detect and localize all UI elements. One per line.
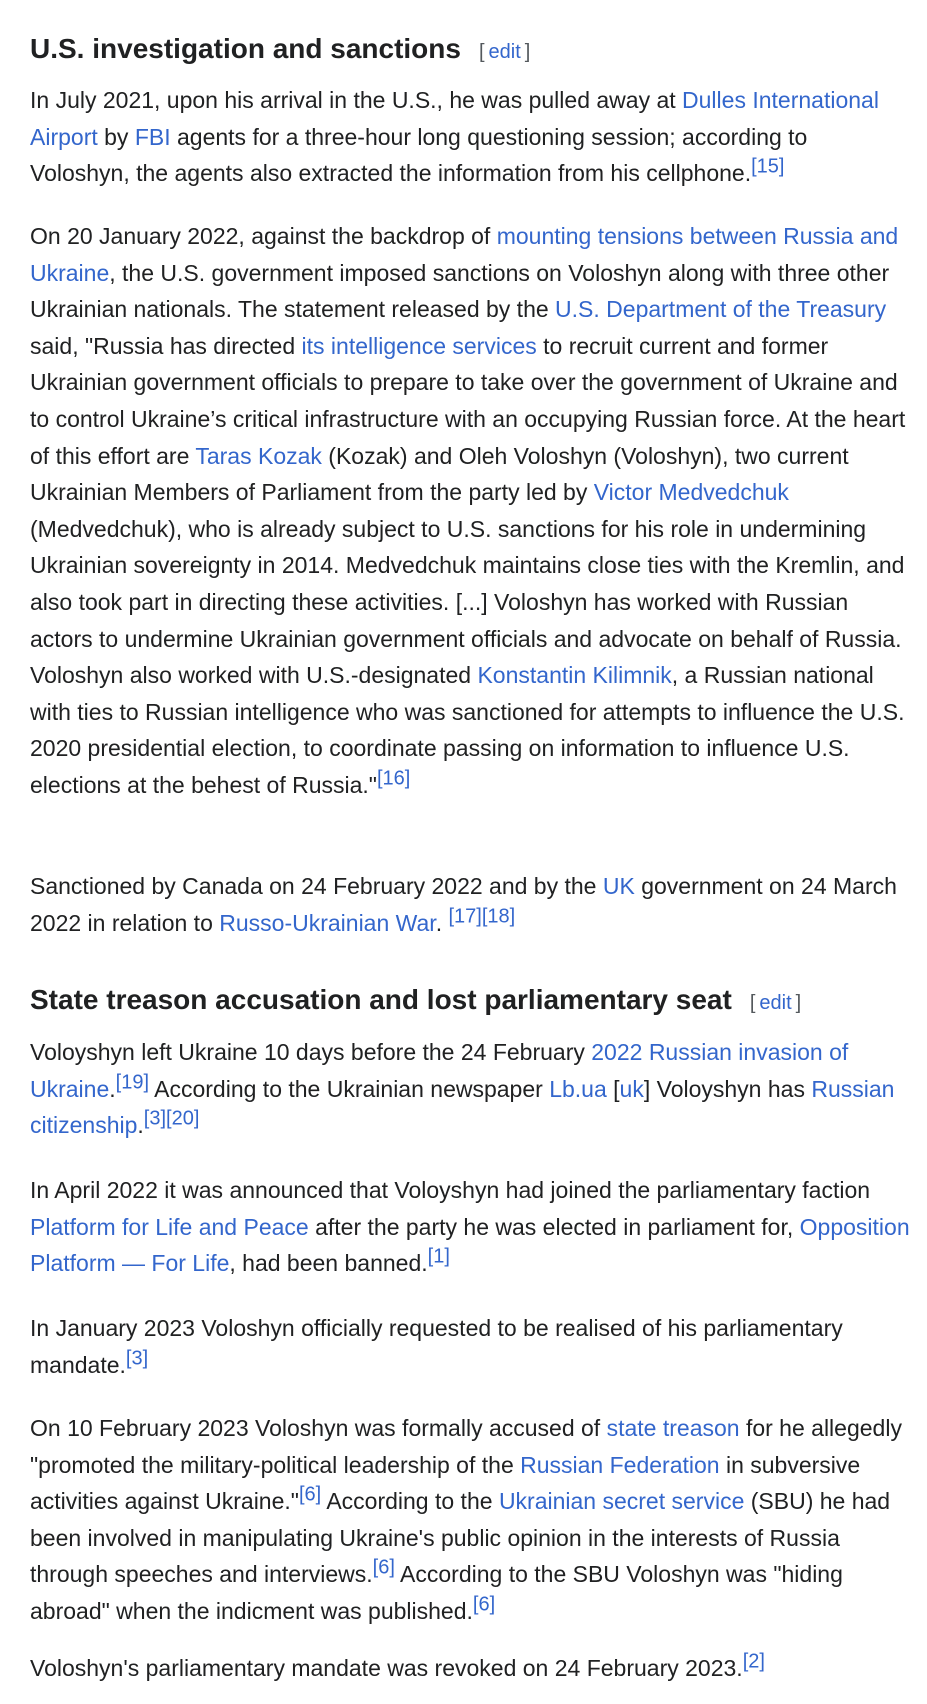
link-lb-ua[interactable]: Lb.ua xyxy=(549,1075,607,1102)
citation-link-3[interactable]: [3] xyxy=(125,1346,149,1369)
edit-section-link[interactable]: edit xyxy=(488,41,521,63)
citation-link-18[interactable]: [18] xyxy=(481,904,516,927)
text: after the party he was elected in parliament for, xyxy=(308,1213,800,1240)
section-title: U.S. investigation and sanctions xyxy=(30,33,461,64)
edit-section-link[interactable]: edit xyxy=(759,992,792,1014)
edit-section-control: [ edit ] xyxy=(478,41,531,63)
link-opposition-platform[interactable]: Opposition Platform — For Life xyxy=(30,1213,910,1277)
link-russo-ukrainian-war[interactable]: Russo-Ukrainian War xyxy=(219,909,436,936)
text: Voloyshyn left Ukraine 10 days before the 24 February xyxy=(30,1039,592,1065)
text: In January 2023 Voloshyn officially requested to be realised of his parliamentary mandate. xyxy=(30,1315,843,1378)
citation-link-3[interactable]: [3] xyxy=(143,1107,167,1130)
text: in subversive activities against Ukraine." xyxy=(30,1451,861,1515)
citation-link-16[interactable]: [16] xyxy=(376,767,411,790)
citation xyxy=(116,1071,149,1093)
link-us-treasury[interactable]: U.S. Department of the Treasury xyxy=(555,296,887,323)
section-heading-state-treason xyxy=(30,982,801,1018)
citation-link-19[interactable]: [19] xyxy=(115,1070,150,1093)
paragraph xyxy=(30,218,910,804)
citation xyxy=(428,1246,450,1268)
paragraph xyxy=(30,868,910,941)
text: . xyxy=(435,909,449,936)
citation-link-17[interactable]: [17] xyxy=(448,904,482,927)
citation xyxy=(473,1593,495,1615)
link-mounting-tensions[interactable]: mounting tensions between Russia and Ukraine xyxy=(30,223,899,286)
text: , the U.S. government imposed sanctions on Voloshyn along with three other Ukrainian nationals. The statement released by the xyxy=(30,259,890,323)
link-intelligence-services[interactable]: its intelligence services xyxy=(301,332,537,359)
paragraph xyxy=(30,82,910,192)
link-russian-federation[interactable]: Russian Federation xyxy=(520,1451,720,1478)
text: In April 2022 it was announced that Voloyshyn had joined the parliamentary faction xyxy=(30,1177,871,1203)
link-uk[interactable]: UK xyxy=(602,873,635,899)
text: [ xyxy=(606,1075,620,1102)
citation xyxy=(377,767,410,789)
citation xyxy=(751,156,784,178)
text: According to the xyxy=(321,1488,499,1515)
text: (Kozak) and Oleh Voloshyn (Voloshyn), two current Ukrainian Members of Parliament from the party led by xyxy=(30,442,849,506)
text: On 10 February 2023 Voloshyn was formally accused of xyxy=(30,1415,607,1441)
paragraph xyxy=(30,1410,910,1630)
text: ] Voloyshyn has xyxy=(643,1075,812,1102)
text: (Medvedchuk), who is already subject to U.S. sanctions for his role in undermining Ukrainian sovereignty in 2014. Medvedchuk maintains close ties with the Kremlin, and also took part in directing these activities. [...] Voloshyn has worked with Russian actors to undermine Ukrainian government officials and advocate on behalf of Russia. Voloshyn also worked with U.S.-designated xyxy=(30,515,905,689)
citation xyxy=(373,1557,395,1579)
section-title: State treason accusation and lost parliamentary seat xyxy=(30,984,732,1015)
paragraph xyxy=(30,1172,910,1282)
citation-link-1[interactable]: [1] xyxy=(427,1245,450,1268)
citation-link-2[interactable]: [2] xyxy=(742,1650,765,1673)
text: In July 2021, upon his arrival in the U.S., he was pulled away at xyxy=(30,87,683,113)
text: by xyxy=(97,123,135,150)
text: . xyxy=(109,1075,116,1102)
citation xyxy=(144,1108,200,1130)
section-heading-us-investigation xyxy=(30,31,530,67)
citation-link-6[interactable]: [6] xyxy=(298,1483,322,1506)
link-dulles-airport[interactable]: Dulles International Airport xyxy=(30,87,879,150)
text: for he allegedly "promoted the military-political leadership of the xyxy=(30,1415,902,1478)
text: According to the Ukrainian newspaper xyxy=(149,1075,550,1102)
citation-link-15[interactable]: [15] xyxy=(751,155,785,178)
text: On 20 January 2022, against the backdrop of xyxy=(30,223,497,249)
text: government on 24 March 2022 in relation to xyxy=(30,873,897,936)
text: Voloshyn's parliamentary mandate was revoked on 24 February 2023. xyxy=(30,1655,743,1681)
edit-section-control: [ edit ] xyxy=(749,992,802,1014)
link-ukrainian-secret-service[interactable]: Ukrainian secret service xyxy=(498,1488,745,1515)
text: , had been banned. xyxy=(229,1250,428,1277)
link-state-treason[interactable]: state treason xyxy=(606,1415,740,1441)
link-konstantin-kilimnik[interactable]: Konstantin Kilimnik xyxy=(477,662,672,689)
text: to recruit current and former Ukrainian government officials to prepare to take over the government of Ukraine and to control Ukraine’s critical infrastructure with an occupying Russian force. At the heart of this effort are xyxy=(30,332,906,469)
link-victor-medvedchuk[interactable]: Victor Medvedchuk xyxy=(593,479,789,506)
paragraph xyxy=(30,1034,910,1144)
text: According to the SBU Voloshyn was "hiding abroad" when the indicment was published. xyxy=(30,1561,843,1624)
text: said, "Russia has directed xyxy=(30,332,302,359)
link-russian-citizenship[interactable]: Russian citizenship xyxy=(30,1075,895,1139)
citation-link-6[interactable]: [6] xyxy=(372,1556,395,1579)
citation xyxy=(126,1347,148,1369)
citation xyxy=(743,1650,765,1672)
link-2022-russian-invasion[interactable]: 2022 Russian invasion of Ukraine xyxy=(30,1039,849,1102)
citation xyxy=(448,905,515,927)
text: . xyxy=(137,1112,144,1139)
link-uk-language[interactable]: uk xyxy=(619,1075,644,1102)
citation-link-20[interactable]: [20] xyxy=(166,1107,200,1130)
text: Sanctioned by Canada on 24 February 2022 and by the xyxy=(30,873,603,899)
link-taras-kozak[interactable]: Taras Kozak xyxy=(195,442,322,469)
link-fbi[interactable]: FBI xyxy=(134,123,171,150)
paragraph xyxy=(30,1310,910,1383)
paragraph xyxy=(30,1650,910,1687)
text: , a Russian national with ties to Russian intelligence who was sanctioned for attempts to influence the U.S. 2020 presidential election, to coordinate passing on information to influence U.S. elections at the behest of Russia." xyxy=(30,662,905,798)
citation-link-6[interactable]: [6] xyxy=(472,1593,496,1616)
text: agents for a three-hour long questioning session; according to Voloshyn, the agents also extracted the information from his cellphone. xyxy=(30,123,808,187)
text: (SBU) he had been involved in manipulating Ukraine's public opinion in the interests of Russia through speeches and interviews. xyxy=(30,1488,891,1588)
link-platform-for-life-and-peace[interactable]: Platform for Life and Peace xyxy=(30,1213,309,1240)
citation xyxy=(299,1484,321,1506)
